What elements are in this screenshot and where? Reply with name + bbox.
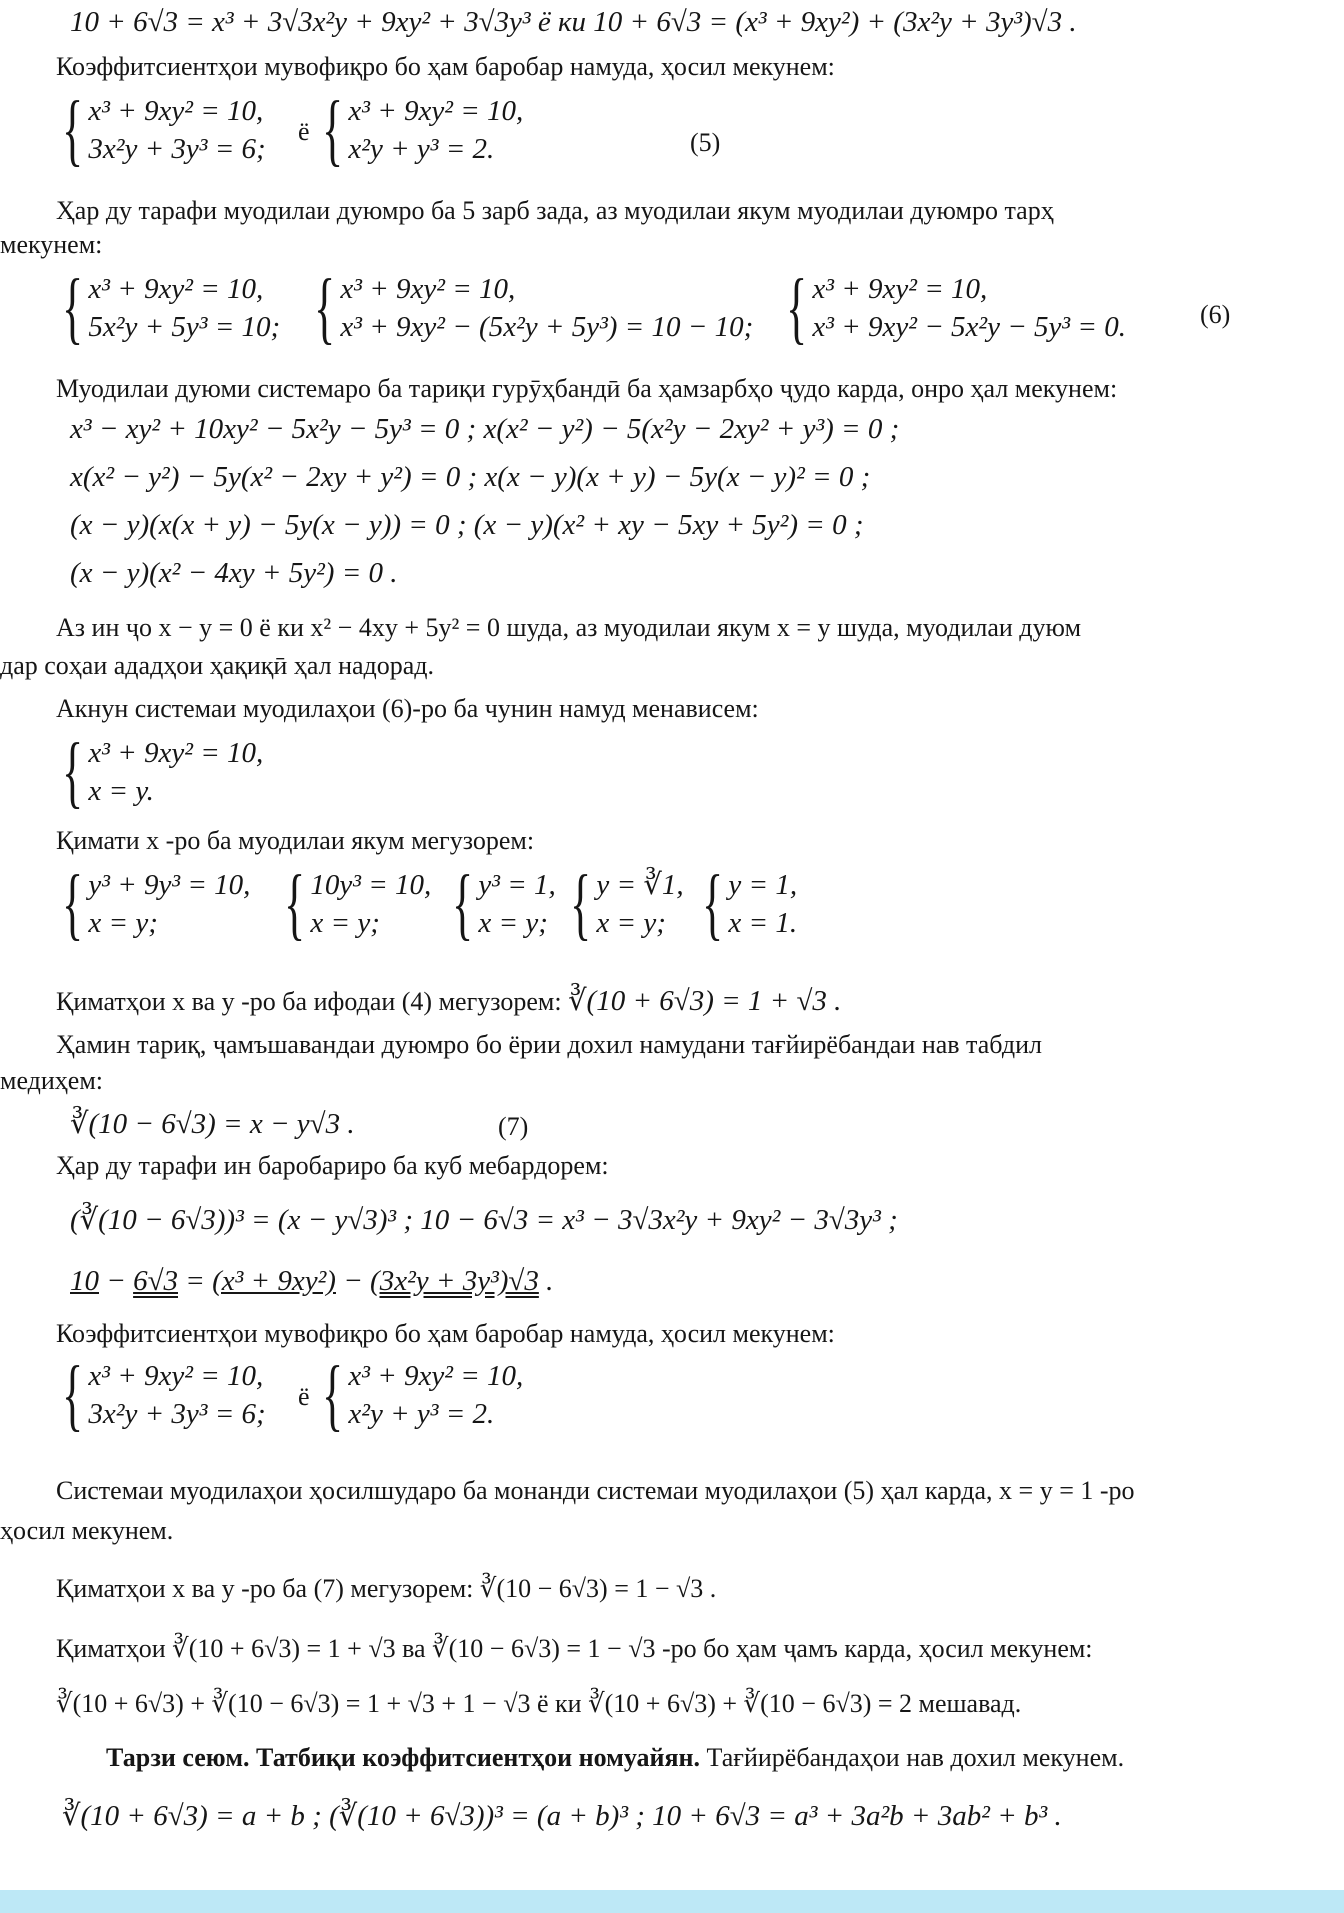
equation-line: (x − y)(x(x + y) − 5y(x − y)) = 0 ; (x − y)(x² + xy − 5xy + 5y²) = 0 ; <box>70 509 864 541</box>
operator: = <box>178 1265 213 1297</box>
paragraph-line: Қимати x -ро ба муодилаи якум мегузорем: <box>56 826 535 855</box>
paragraph-line: Ҳар ду тарафи ин баробариро ба куб мебардорем: <box>56 1151 609 1180</box>
system-row: x²y + y³ = 2. <box>348 1398 495 1430</box>
system-row: x³ + 9xy² = 10, <box>88 95 264 127</box>
system-row: x = y; <box>310 907 380 939</box>
section-heading: Тарзи сеюм. Татбиқи коэффитсиентҳои номуайян. <box>106 1743 701 1772</box>
paragraph-line: Аз ин ҷо x − y = 0 ё ки x² − 4xy + 5y² = 0 шуда, аз муодилаи якум x = y шуда, муодилаи дуюм <box>56 613 1082 642</box>
system-brace: { <box>314 264 336 352</box>
system-row: x³ + 9xy² − (5x²y + 5y³) = 10 − 10; <box>340 311 754 343</box>
system-row: x²y + y³ = 2. <box>348 133 495 165</box>
system-brace: { <box>786 264 808 352</box>
equation-line: x³ − xy² + 10xy² − 5x²y − 5y³ = 0 ; x(x² − y²) − 5(x²y − 2xy² + y³) = 0 ; <box>70 413 900 445</box>
system-brace: { <box>62 1351 84 1439</box>
operator: − <box>99 1265 134 1297</box>
equation-system <box>62 264 281 352</box>
equation-system <box>62 86 266 174</box>
equation-system <box>314 264 754 352</box>
system-row: y³ = 1, <box>478 869 556 901</box>
system-row: 3x²y + 3y³ = 6; <box>88 133 266 165</box>
paragraph-line: дар соҳаи ададҳои ҳақиқӣ ҳал надорад. <box>0 651 435 680</box>
conjunction: ё <box>298 117 310 146</box>
system-brace: { <box>570 860 592 948</box>
system-row: x³ + 9xy² − 5x²y − 5y³ = 0. <box>812 311 1126 343</box>
system-row: x³ + 9xy² = 10, <box>348 1360 524 1392</box>
paragraph-text: Қиматҳои x ва y -ро ба ифодаи (4) мегузорем: <box>56 987 562 1016</box>
section-heading-line <box>106 1742 1124 1774</box>
system-brace: { <box>322 86 344 174</box>
system-brace: { <box>452 860 474 948</box>
equation-line: (x − y)(x² − 4xy + 5y²) = 0 . <box>70 557 398 589</box>
system-row: 10y³ = 10, <box>310 869 432 901</box>
equation-line: ∛(10 − 6√3) = x − y√3 . <box>70 1108 355 1140</box>
paragraph-line: Акнун системаи муодилаҳои (6)-ро ба чунин намуд менависем: <box>56 694 759 723</box>
system-row: y³ + 9y³ = 10, <box>88 869 251 901</box>
system-row: x = y. <box>88 775 154 807</box>
equation-system <box>702 860 798 948</box>
paragraph-line: Қиматҳои x ва y -ро ба (7) мегузорем: ∛(10 − 6√3) = 1 − √3 . <box>56 1574 717 1603</box>
underlined-term: (x³ + 9xy²) <box>212 1265 336 1297</box>
double-underlined-term: 6√3 <box>133 1265 178 1297</box>
equation-number: (7) <box>498 1112 529 1141</box>
equation-line: x(x² − y²) − 5y(x² − 2xy + y²) = 0 ; x(x − y)(x + y) − 5y(x − y)² = 0 ; <box>70 461 871 493</box>
equation-system <box>786 264 1126 352</box>
system-row: y = ∛1, <box>596 869 684 901</box>
equation-system <box>62 1351 266 1439</box>
paragraph-line: Коэффитсиентҳои мувофиқро бо ҳам баробар намуда, ҳосил мекунем: <box>56 52 835 81</box>
system-row: x = y; <box>478 907 548 939</box>
system-brace: { <box>702 860 724 948</box>
footer-band <box>0 1890 1344 1913</box>
equation-line: (∛(10 − 6√3))³ = (x − y√3)³ ; 10 − 6√3 = x³ − 3√3x²y + 9xy² − 3√3y³ ; <box>70 1204 898 1236</box>
system-row: 3x²y + 3y³ = 6; <box>88 1398 266 1430</box>
paragraph-text: Тағйирёбандаҳои нав дохил мекунем. <box>700 1743 1125 1772</box>
system-row: x³ + 9xy² = 10, <box>812 273 988 305</box>
equation-system <box>62 860 251 948</box>
paragraph-line: мекунем: <box>0 230 103 259</box>
equation-line: ∛(10 + 6√3) + ∛(10 − 6√3) = 1 + √3 + 1 − √3 ё ки ∛(10 + 6√3) + ∛(10 − 6√3) = 2 мешавад. <box>56 1689 1022 1718</box>
punctuation: . <box>538 1265 554 1297</box>
paragraph-line: ҳосил мекунем. <box>0 1516 174 1545</box>
equation-line: ∛(10 + 6√3) = a + b ; (∛(10 + 6√3))³ = (a + b)³ ; 10 + 6√3 = a³ + 3a²b + 3ab² + b³ . <box>62 1800 1062 1832</box>
system-row: x³ + 9xy² = 10, <box>88 1360 264 1392</box>
system-row: x³ + 9xy² = 10, <box>348 95 524 127</box>
system-brace: { <box>322 1351 344 1439</box>
system-row: x = y; <box>88 907 158 939</box>
paragraph-line: Муодилаи дуюми системаро ба тариқи гурӯҳбандӣ ба ҳамзарбҳо ҷудо карда, онро ҳал мекунем: <box>56 374 1118 403</box>
paragraph-line: Системаи муодилаҳои ҳосилшударо ба монанди системаи муодилаҳои (5) ҳал карда, x = y = 1 -ро <box>56 1476 1135 1505</box>
equation-line: 10 + 6√3 = x³ + 3√3x²y + 9xy² + 3√3y³ ё ки 10 + 6√3 = (x³ + 9xy²) + (3x²y + 3y³)√3 . <box>70 6 1077 38</box>
paragraph-line: медиҳем: <box>0 1066 104 1095</box>
system-brace: { <box>62 728 84 816</box>
system-row: x³ + 9xy² = 10, <box>88 273 264 305</box>
operator: − <box>335 1265 371 1297</box>
system-row: x = 1. <box>728 907 798 939</box>
paragraph-line: Қиматҳои ∛(10 + 6√3) = 1 + √3 ва ∛(10 − 6√3) = 1 − √3 -ро бо ҳам ҷамъ карда, ҳосил мекунем: <box>56 1634 1093 1663</box>
system-brace: { <box>62 264 84 352</box>
system-row: x³ + 9xy² = 10, <box>88 737 264 769</box>
paragraph-line: Ҳамин тариқ, ҷамъшавандаи дуюмро бо ёрии дохил намудани тағйирёбандаи нав табдил <box>56 1030 1042 1059</box>
system-row: 5x²y + 5y³ = 10; <box>88 311 281 343</box>
system-row: y = 1, <box>728 869 798 901</box>
equation-line <box>70 1265 553 1297</box>
equation-system <box>570 860 684 948</box>
system-brace: { <box>62 86 84 174</box>
equation-system <box>322 1351 524 1439</box>
double-underlined-term: (3x²y + 3y³)√3 <box>370 1265 539 1297</box>
inline-equation: ∛(10 + 6√3) = 1 + √3 . <box>568 985 842 1017</box>
system-row: x = y; <box>596 907 666 939</box>
system-brace: { <box>284 860 306 948</box>
system-row: x³ + 9xy² = 10, <box>340 273 516 305</box>
equation-number: (6) <box>1200 300 1231 329</box>
equation-system <box>452 860 556 948</box>
underlined-term: 10 <box>70 1265 99 1297</box>
paragraph-line: Ҳар ду тарафи муодилаи дуюмро ба 5 зарб зада, аз муодилаи якум муодилаи дуюмро тарҳ <box>56 196 1054 225</box>
equation-system <box>284 860 432 948</box>
paragraph-line <box>56 985 841 1018</box>
equation-number: (5) <box>690 128 721 157</box>
conjunction: ё <box>298 1382 310 1411</box>
paragraph-line: Коэффитсиентҳои мувофиқро бо ҳам баробар намуда, ҳосил мекунем: <box>56 1319 835 1348</box>
equation-system <box>322 86 524 174</box>
system-brace: { <box>62 860 84 948</box>
equation-system <box>62 728 264 816</box>
